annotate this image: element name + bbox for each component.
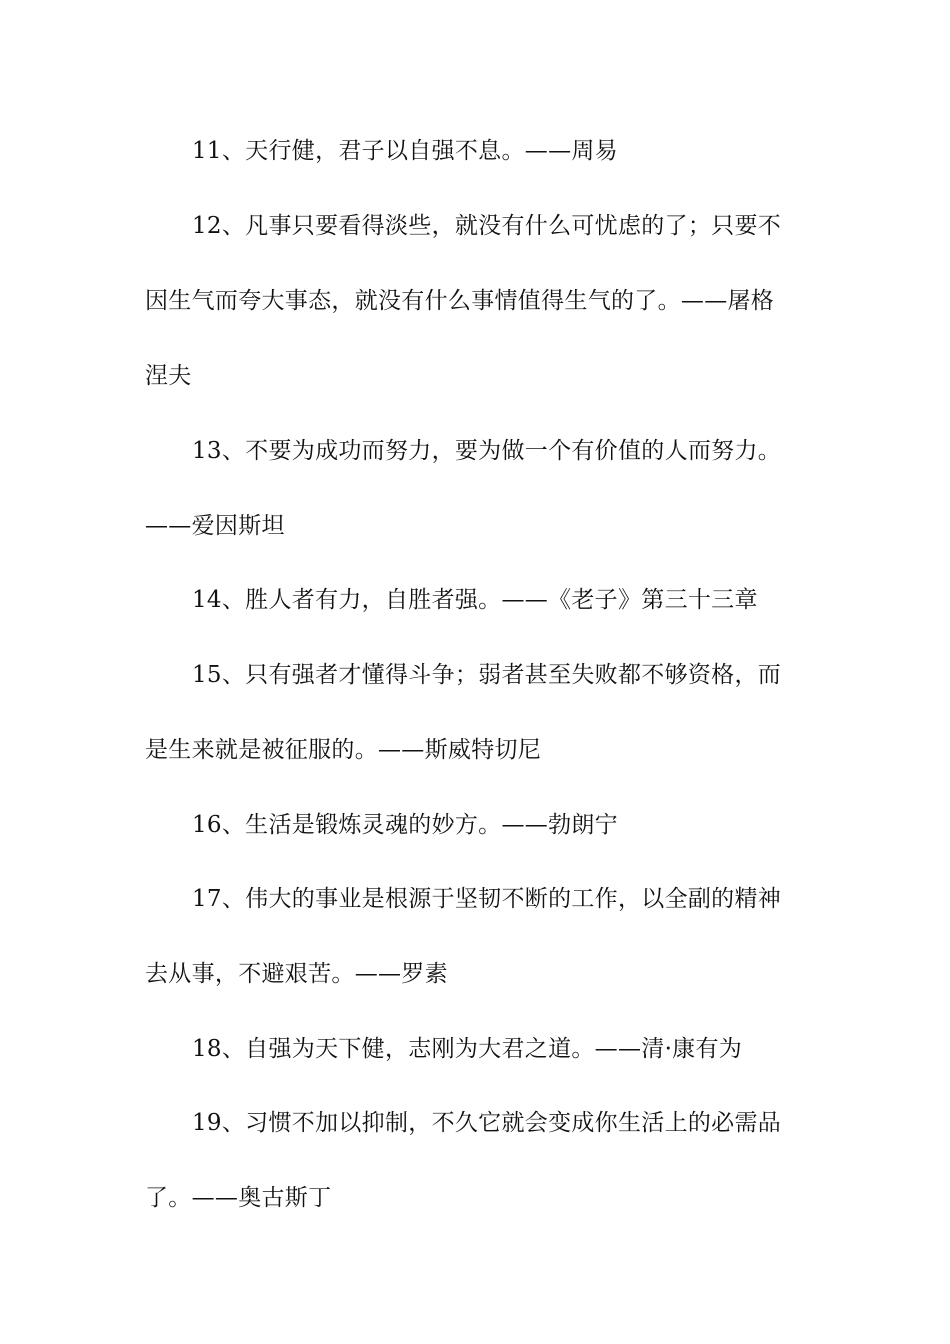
quote-17-line-2: 去从事，不避艰苦。——罗素 [145,961,448,987]
quote-15-line-1: 15、只有强者才懂得斗争；弱者甚至失败都不够资格，而 [192,662,782,688]
quote-14-line-1: 14、胜人者有力，自胜者强。——《老子》第三十三章 [192,587,758,613]
quote-17-line-1: 17、伟大的事业是根源于坚韧不断的工作，以全副的精神 [192,886,782,912]
quote-12-line-3: 涅夫 [145,363,192,389]
quote-13-line-1: 13、不要为成功而努力，要为做一个有价值的人而努力。 [192,438,782,464]
quote-19-line-1: 19、习惯不加以抑制，不久它就会变成你生活上的必需品 [192,1110,782,1136]
quote-19-line-2: 了。——奥古斯丁 [145,1185,332,1211]
quote-18-line-1: 18、自强为天下健，志刚为大君之道。——清·康有为 [192,1036,743,1062]
quote-12-line-1: 12、凡事只要看得淡些，就没有什么可忧虑的了；只要不 [192,213,782,239]
quote-11-line-1: 11、天行健，君子以自强不息。——周易 [192,138,618,164]
quote-16-line-1: 16、生活是锻炼灵魂的妙方。——勃朗宁 [192,812,618,838]
quote-15-line-2: 是生来就是被征服的。——斯威特切尼 [145,737,542,763]
quote-13-line-2: ——爱因斯坦 [145,513,285,539]
quote-12-line-2: 因生气而夸大事态，就没有什么事情值得生气的了。——屠格 [145,288,775,314]
